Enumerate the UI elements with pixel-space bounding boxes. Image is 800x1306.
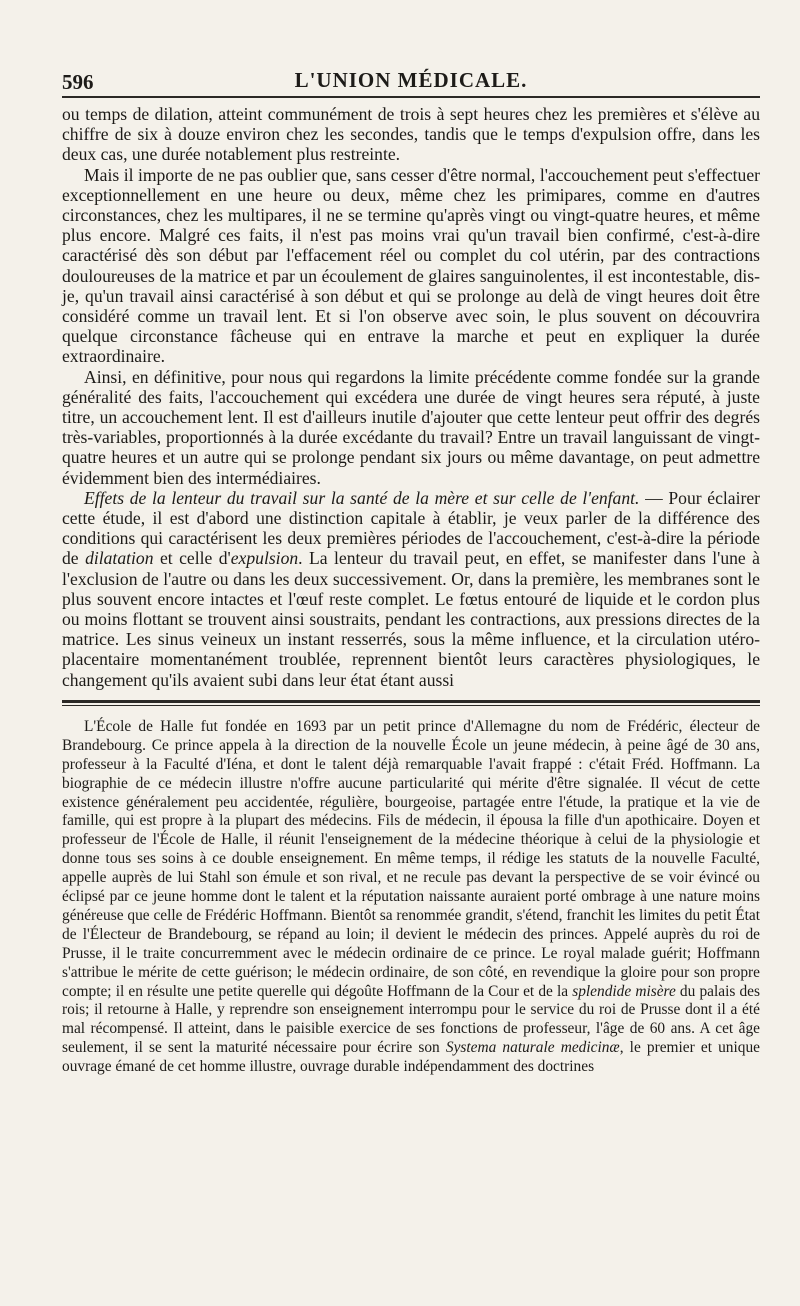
header-rule [62, 96, 760, 98]
footnote-part-b: du palais des rois; il retourne à Halle, y reprendre son enseignement interrompu pour le service du roi de Prusse dont il a été mal récompensé. Il atteint, dans le paisible exercice de ses fonctions de professeur, l'âge de 60 ans. A cet âge seulement, il se sent la maturité nécessaire pour écrire son [62, 982, 760, 1057]
paragraph-4-part-b: et celle d' [153, 548, 231, 569]
page-number: 596 [62, 70, 94, 94]
paragraph-1: ou temps de dilation, atteint communément de trois à sept heures chez les premières et s'élève au chiffre de six à douze environ chez les secondes, tandis que le temps d'expulsion offre, dans les deux cas, une durée notablement plus restreinte. [62, 104, 760, 165]
page-header [62, 62, 760, 96]
term-dilatation: dilatation [85, 548, 154, 569]
term-expulsion: expulsion [230, 548, 299, 569]
running-title: L'UNION MÉDICALE. [294, 68, 528, 92]
term-splendide-misere: splendide misère [572, 982, 676, 1000]
footnote-part-a: L'École de Halle fut fondée en 1693 par un petit prince d'Allemagne du nom de Frédéric, électeur de Brandebourg. Ce prince appela à la direction de la nouvelle École un jeune médecin, à peine âgé de 30 ans, professeur à la Faculté d'Iéna, et dont le talent déjà remarquable l'avait frappé : c'était Fréd. Hoffmann. La biographie de ce médecin illustre n'offre aucune particularité qui mérite d'être signalée. Il vécut de cette existence généralement peu accidentée, régulière, bourgeoise, partagée entre l'étude, la pratique et la vie de famille, qui est propre à la plupart des médecins. Fils de médecin, il épousa la fille d'un apothicaire. Doyen et professeur de l'École de Halle, il réunit l'enseignement de la médecine théorique à celui de la physiologie et donne tous ses soins à ce double enseignement. En même temps, il rédige les statuts de la nouvelle Faculté, appelle auprès de lui Stahl son émule et son rival, et ne recule pas devant la perspective de se voir évincé ou éclipsé par ce jeune homme dont le talent et la réputation naissante auraient porté ombrage à une nature moins généreuse que celle de Frédéric Hoffmann. Bientôt sa renommée grandit, s'étend, franchit les limites du petit État de l'Électeur de Brandebourg, se répand au loin; il devient le médecin des princes. Appelé auprès du roi de Prusse, il le traite concurremment avec le médecin ordinaire de ce prince. Le royal malade guérit; Hoffmann s'attribue le mérite de cette guérison; le médecin ordinaire, de son côté, en revendique la gloire pour son propre compte; il en résulte une petite querelle qui dégoûte Hoffmann de la Cour et de la [62, 717, 760, 1000]
paragraph-4-part-c: . La lenteur du travail peut, en effet, se manifester dans l'une à l'exclusion de l'autre ou dans les deux successivement. Or, dans la première, les membranes sont le plus souvent encore intactes et l'œuf reste complet. Le fœtus entouré de liquide et le cordon plus ou moins flottant se trouvent ainsi soustraits, pendant les contractions, aux pressions directes de la matrice. Les sinus veineux un instant resserrés, sous la même influence, et la circulation utéro-placentaire momentanément troublée, reprennent bientôt leurs caractères physiologiques, le changement qu'ils avaient subi dans leur état étant aussi [62, 548, 760, 690]
paragraph-4 [62, 488, 760, 690]
footnote-part-c: , le premier et unique ouvrage émané de cet homme illustre, ouvrage durable indépendamment des doctrines [62, 1039, 760, 1076]
main-text [62, 104, 760, 690]
footnote-separator [62, 700, 760, 706]
paragraph-4-part-a: — Pour éclairer cette étude, il est d'abord une distinction capitale à établir, je veux parler de la différence des conditions qui caractérisent les deux premières périodes de l'accouchement, c'est-à-dire la période de [62, 487, 761, 569]
footnote-paragraph [62, 718, 760, 1077]
term-systema: Systema naturale medicinæ [445, 1039, 620, 1057]
section-heading: Effets de la lenteur du travail sur la santé de la mère et sur celle de l'enfant. [84, 487, 640, 508]
footnote [62, 718, 760, 1077]
paragraph-3: Ainsi, en définitive, pour nous qui regardons la limite précédente comme fondée sur la grande généralité des faits, l'accouchement qui excédera une durée de vingt heures sera réputé, à juste titre, un accouchement lent. Il est d'ailleurs inutile d'ajouter que cette lenteur peut offrir des degrés très-variables, proportionnés à la durée excédante du travail? Entre un travail languissant de vingt-quatre heures et un autre qui se prolonge pendant six jours ou même davantage, on peut admettre évidemment bien des intermédiaires. [62, 366, 760, 488]
paragraph-2: Mais il importe de ne pas oublier que, sans cesser d'être normal, l'accouchement peut s'effectuer exceptionnellement en une heure ou deux, même chez les primipares, comme en d'autres circonstances, chez les multipares, il ne se termine qu'après vingt ou vingt-quatre heures, et même plus encore. Malgré ces faits, il n'est pas moins vrai qu'un travail bien confirmé, c'est-à-dire caractérisé dès son début par l'effacement réel ou complet du col utérin, par des contractions douloureuses de la matrice et par un écoulement de glaires sanguinolentes, il est incontestable, dis-je, qu'un travail ainsi caractérisé à son début et qui se prolonge au delà de vingt heures doit être considéré comme un travail lent. Et si l'on observe avec soin, le plus souvent on découvrira quelque circonstance fâcheuse qui en entrave la marche et peut en expliquer la durée extraordinaire. [62, 164, 760, 367]
